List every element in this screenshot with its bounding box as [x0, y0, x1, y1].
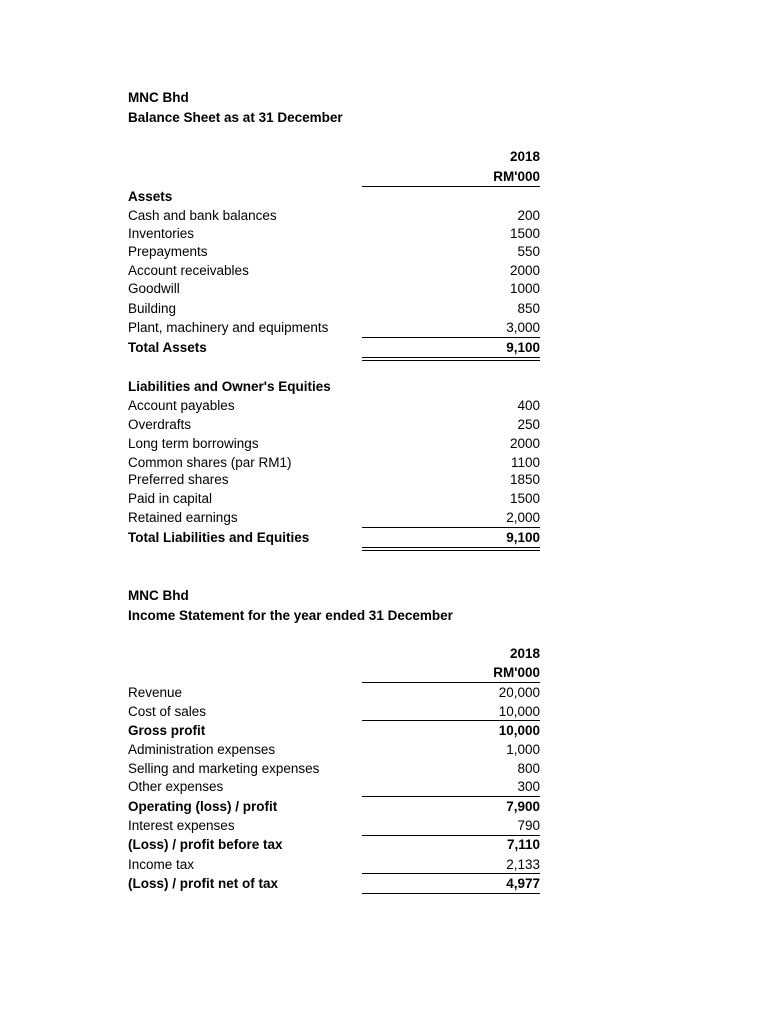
- is-row-interest-expenses: Interest expenses 790: [128, 818, 540, 833]
- bs-assets-heading: Assets: [128, 189, 173, 204]
- bs-company-name: MNC Bhd: [128, 90, 189, 105]
- is-row-selling-expenses: Selling and marketing expenses 800: [128, 761, 540, 776]
- bs-total-assets-double-rule: [362, 357, 540, 361]
- bs-total-liabilities-double-rule: [362, 547, 540, 551]
- bs-liability-row: Common shares (par RM1) 1100: [128, 455, 540, 470]
- bs-asset-row: Building 850: [128, 301, 540, 316]
- is-row-gross-profit: Gross profit 10,000: [128, 723, 540, 738]
- is-company-name: MNC Bhd: [128, 588, 189, 603]
- is-row-admin-expenses: Administration expenses 1,000: [128, 742, 540, 757]
- bs-liability-row: Account payables 400: [128, 398, 540, 413]
- is-row-cost-of-sales: Cost of sales 10,000: [128, 704, 540, 719]
- bs-asset-row: Cash and bank balances 200: [128, 208, 540, 223]
- is-row-net-profit: (Loss) / profit net of tax 4,977: [128, 876, 540, 891]
- bs-liability-row: Paid in capital 1500: [128, 491, 540, 506]
- bs-asset-row: Inventories 1500: [128, 226, 540, 241]
- bs-year-header: 2018: [509, 149, 540, 164]
- is-net-profit-bottom-rule: [362, 893, 540, 894]
- is-row-income-tax: Income tax 2,133: [128, 857, 540, 872]
- bs-asset-row: Goodwill 1000: [128, 281, 540, 296]
- is-unit-header: RM'000: [493, 665, 540, 680]
- bs-liability-row: Overdrafts 250: [128, 417, 540, 432]
- bs-asset-row: Plant, machinery and equipments 3,000: [128, 320, 540, 335]
- bs-title: Balance Sheet as at 31 December: [128, 110, 343, 125]
- bs-total-assets-row: Total Assets 9,100: [128, 340, 540, 355]
- is-year-header: 2018: [509, 646, 540, 661]
- bs-liability-row: Long term borrowings 2000: [128, 436, 540, 451]
- bs-asset-row: Prepayments 550: [128, 244, 540, 259]
- is-title: Income Statement for the year ended 31 December: [128, 608, 453, 623]
- bs-total-liabilities-row: Total Liabilities and Equities 9,100: [128, 530, 540, 545]
- is-row-other-expenses: Other expenses 300: [128, 779, 540, 794]
- bs-unit-header: RM'000: [493, 169, 540, 184]
- bs-liabilities-heading: Liabilities and Owner's Equities: [128, 379, 331, 394]
- is-row-profit-before-tax: (Loss) / profit before tax 7,110: [128, 837, 540, 852]
- bs-liability-row: Preferred shares 1850: [128, 472, 540, 487]
- bs-liability-row: Retained earnings 2,000: [128, 510, 540, 525]
- is-row-revenue: Revenue 20,000: [128, 685, 540, 700]
- bs-asset-row: Account receivables 2000: [128, 263, 540, 278]
- is-row-operating-profit: Operating (loss) / profit 7,900: [128, 799, 540, 814]
